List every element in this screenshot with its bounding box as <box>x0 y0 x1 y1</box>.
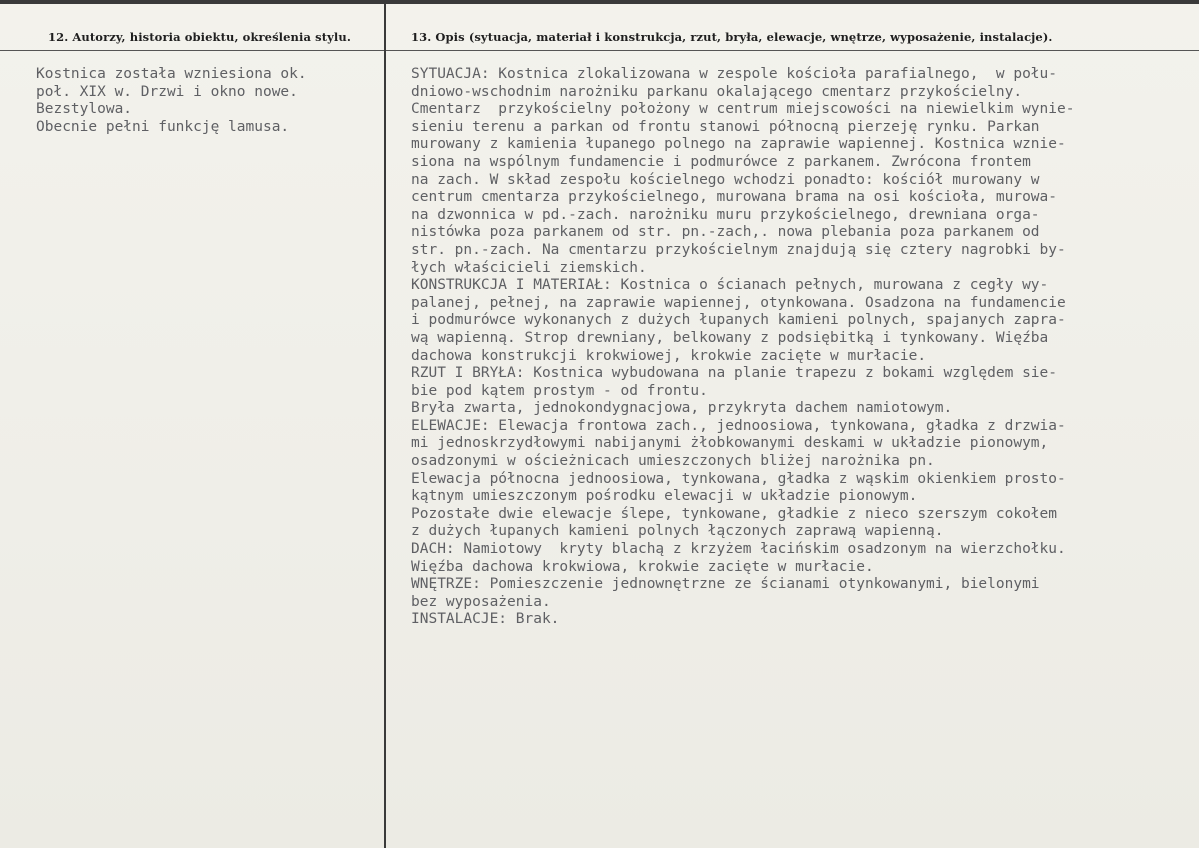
left-header-underline <box>0 50 384 51</box>
column-divider-line <box>384 0 386 848</box>
top-border-line <box>0 0 1199 4</box>
section-12-heading: 12. Autorzy, historia obiektu, określenia stylu. <box>48 30 351 44</box>
right-header-underline <box>386 50 1199 51</box>
section-13-heading: 13. Opis (sytuacja, materiał i konstrukcja, rzut, bryła, elewacje, wnętrze, wyposażenie, instalacje). <box>411 30 1053 44</box>
section-12-typed-text: Kostnica została wzniesiona ok. poł. XIX w. Drzwi i okno nowe. Bezstylowa. Obecnie pełni funkcję lamusa. <box>36 66 307 135</box>
section-13-typed-text: SYTUACJA: Kostnica zlokalizowana w zespole kościoła parafialnego, w połu- dniowo-wschodnim narożniku parkanu okalającego cmentarz przykościelny. Cmentarz przykościelny położony w centrum miejscowości na niewielkim wynie- sieniu terenu a parkan od frontu stanowi północną pierzeję rynku. Parkan murowany z kamienia łupanego polnego na zaprawie wapiennej. Kostnica wznie- siona na wspólnym fundamencie i podmurówce z parkanem. Zwrócona frontem na zach. W skład zespołu kościelnego wchodzi ponadto: kościół murowany w centrum cmentarza przykościelnego, murowana brama na osi kościoła, murowa- na dzwonnica w pd.-zach. narożniku muru przykościelnego, drewniana orga- nistówka poza parkanem od str. pn.-zach,. nowa plebania poza parkanem od str. pn.-zach. Na cmentarzu przykościelnym znajdują się cztery nagrobki by- łych właścicieli ziemskich. KONSTRUKCJA I MATERIAŁ: Kostnica o ścianach pełnych, murowana z cegły wy- palanej, pełnej, na zaprawie wapiennej, otynkowana. Osadzona na fundamencie i podmurówce wykonanych z dużych łupanych kamieni polnych, spajanych zapra- wą wapienną. Strop drewniany, belkowany z podsiębitką i tynkowany. Więźba dachowa konstrukcji krokwiowej, krokwie zacięte w murłacie. RZUT I BRYŁA: Kostnica wybudowana na planie trapezu z bokami względem sie- bie pod kątem prostym - od frontu. Bryła zwarta, jednokondygnacjowa, przykryta dachem namiotowym. ELEWACJE: Elewacja frontowa zach., jednoosiowa, tynkowana, gładka z drzwia- mi jednoskrzydłowymi nabijanymi żłobkowanymi deskami w układzie pionowym, osadzonymi w ościeżnicach umieszczonych bliżej narożnika pn. Elewacja północna jednoosiowa, tynkowana, gładka z wąskim okienkiem prosto- kątnym umieszczonym pośrodku elewacji w układzie pionowym. Pozostałe dwie elewacje ślepe, tynkowane, gładkie z nieco szerszym cokołem z dużych łupanych kamieni polnych łączonych zaprawą wapienną. DACH: Namiotowy kryty blachą z krzyżem łacińskim osadzonym na wierzchołku. Więźba dachowa krokwiowa, krokwie zacięte w murłacie. WNĘTRZE: Pomieszczenie jednownętrzne ze ścianami otynkowanymi, bielonymi bez wyposażenia. INSTALACJE: Brak. <box>411 66 1075 628</box>
